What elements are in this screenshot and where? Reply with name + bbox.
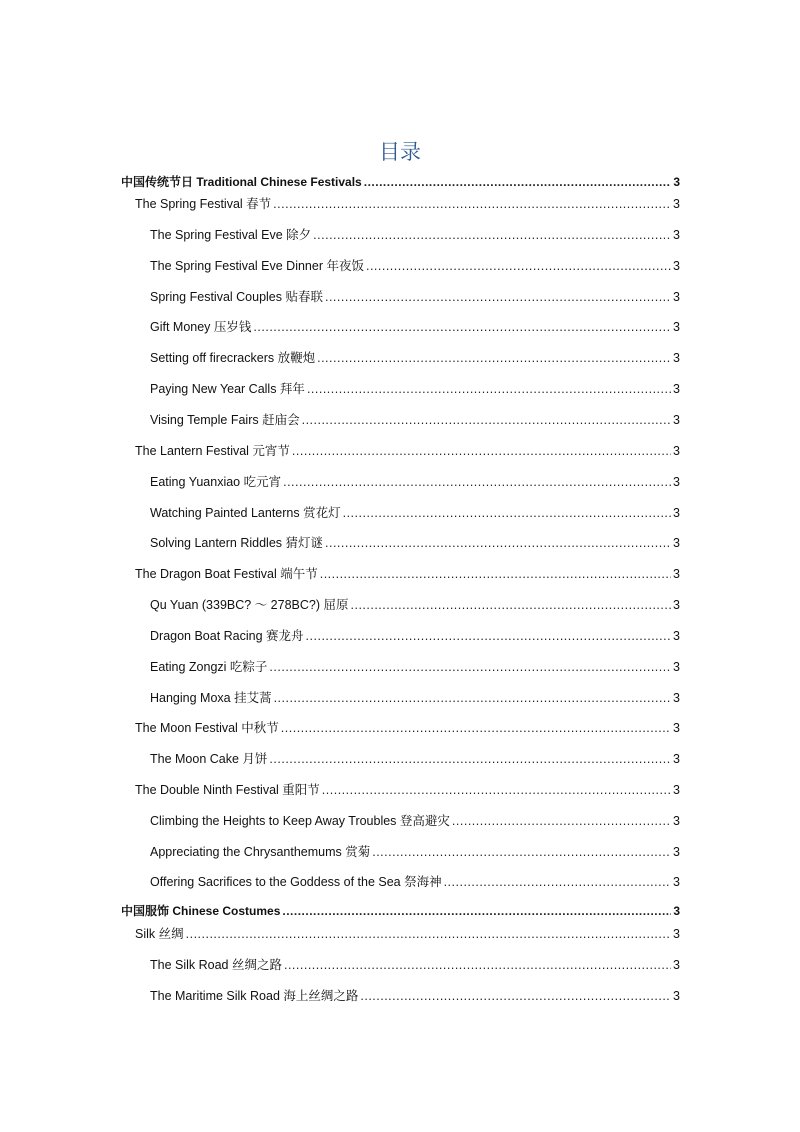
dot-leader xyxy=(186,924,671,944)
toc-entry[interactable] xyxy=(0,533,800,553)
dot-leader xyxy=(292,441,671,461)
toc-entry-page: 3 xyxy=(673,629,680,643)
toc-entry[interactable] xyxy=(0,872,800,892)
dot-leader xyxy=(343,503,671,523)
toc-entry-page: 3 xyxy=(673,783,680,797)
toc-entry-label: The Dragon Boat Festival 端午节 xyxy=(135,567,318,581)
toc-entry[interactable] xyxy=(0,172,800,192)
toc-entry[interactable] xyxy=(0,194,800,214)
toc-entry-label: Qu Yuan (339BC? ～ 278BC?) 屈原 xyxy=(150,598,349,612)
toc-entry-label: The Spring Festival Eve Dinner 年夜饭 xyxy=(150,259,364,273)
toc-entry-label: Dragon Boat Racing 赛龙舟 xyxy=(150,629,304,643)
dot-leader xyxy=(282,901,671,921)
toc-entry[interactable] xyxy=(0,688,800,708)
toc-entry-page: 3 xyxy=(673,814,680,828)
toc-entry-page: 3 xyxy=(673,444,680,458)
toc-entry-page: 3 xyxy=(673,413,680,427)
toc-entry-page: 3 xyxy=(673,691,680,705)
toc-entry[interactable] xyxy=(0,441,800,461)
toc-entry-label: The Moon Cake 月饼 xyxy=(150,752,268,766)
toc-entry-label: The Double Ninth Festival 重阳节 xyxy=(135,783,320,797)
toc-entry-label: Eating Zongzi 吃粽子 xyxy=(150,660,268,674)
toc-entry-label: Spring Festival Couples 贴春联 xyxy=(150,290,323,304)
toc-entry-page: 3 xyxy=(673,228,680,242)
toc-entry-page: 3 xyxy=(673,904,680,918)
toc-entry-page: 3 xyxy=(673,958,680,972)
dot-leader xyxy=(307,379,671,399)
toc-entry[interactable] xyxy=(0,626,800,646)
toc-entry-page: 3 xyxy=(673,506,680,520)
toc-entry-label: Gift Money 压岁钱 xyxy=(150,320,252,334)
dot-leader xyxy=(274,688,671,708)
toc-entry-label: 中国服饰 Chinese Costumes xyxy=(121,904,281,918)
dot-leader xyxy=(313,225,671,245)
toc-entry[interactable] xyxy=(0,348,800,368)
toc-entry[interactable] xyxy=(0,595,800,615)
toc-entry[interactable] xyxy=(0,225,800,245)
toc-entry[interactable] xyxy=(0,379,800,399)
toc-entry-label: Appreciating the Chrysanthemums 赏菊 xyxy=(150,845,371,859)
toc-entry-page: 3 xyxy=(673,536,680,550)
dot-leader xyxy=(283,472,671,492)
toc-entry-label: The Lantern Festival 元宵节 xyxy=(135,444,290,458)
toc-entry[interactable] xyxy=(0,657,800,677)
toc-entry-label: The Silk Road 丝绸之路 xyxy=(150,958,282,972)
toc-entry[interactable] xyxy=(0,842,800,862)
toc-entry-label: Paying New Year Calls 拜年 xyxy=(150,382,305,396)
dot-leader xyxy=(269,749,671,769)
toc-entry-page: 3 xyxy=(673,845,680,859)
dot-leader xyxy=(284,955,671,975)
toc-entry-page: 3 xyxy=(673,290,680,304)
dot-leader xyxy=(372,842,671,862)
toc-entry[interactable] xyxy=(0,749,800,769)
dot-leader xyxy=(320,564,671,584)
toc-entry[interactable] xyxy=(0,503,800,523)
toc-entry[interactable] xyxy=(0,924,800,944)
toc-entry[interactable] xyxy=(0,811,800,831)
toc-entry-label: The Spring Festival 春节 xyxy=(135,197,272,211)
toc-entry-page: 3 xyxy=(673,175,680,189)
toc-entry[interactable] xyxy=(0,410,800,430)
toc-entry-page: 3 xyxy=(673,567,680,581)
toc-entry[interactable] xyxy=(0,317,800,337)
dot-leader xyxy=(444,872,671,892)
toc-entry-label: Offering Sacrifices to the Goddess of the Sea 祭海神 xyxy=(150,875,442,889)
toc-entry-page: 3 xyxy=(673,598,680,612)
toc-entry-page: 3 xyxy=(673,875,680,889)
dot-leader xyxy=(360,986,671,1006)
dot-leader xyxy=(322,780,671,800)
toc-entry[interactable] xyxy=(0,718,800,738)
toc-entry-label: The Maritime Silk Road 海上丝绸之路 xyxy=(150,989,359,1003)
toc-title: 目录 xyxy=(379,140,421,164)
toc-entry[interactable] xyxy=(0,256,800,276)
toc-entry-page: 3 xyxy=(673,475,680,489)
toc-entry-page: 3 xyxy=(673,989,680,1003)
dot-leader xyxy=(325,533,671,553)
toc-entry-label: The Moon Festival 中秋节 xyxy=(135,721,279,735)
toc-entry-page: 3 xyxy=(673,351,680,365)
toc-entry[interactable] xyxy=(0,780,800,800)
toc-entry-page: 3 xyxy=(673,660,680,674)
toc-entry-page: 3 xyxy=(673,197,680,211)
toc-entry-label: Setting off firecrackers 放鞭炮 xyxy=(150,351,316,365)
toc-entry-label: Vising Temple Fairs 赶庙会 xyxy=(150,413,300,427)
toc-entry-label: Hanging Moxa 挂艾蒿 xyxy=(150,691,272,705)
toc-entry-page: 3 xyxy=(673,320,680,334)
dot-leader xyxy=(351,595,672,615)
dot-leader xyxy=(366,256,671,276)
dot-leader xyxy=(302,410,671,430)
toc-entry-label: The Spring Festival Eve 除夕 xyxy=(150,228,312,242)
toc-entry[interactable] xyxy=(0,955,800,975)
dot-leader xyxy=(452,811,671,831)
dot-leader xyxy=(281,718,671,738)
toc-entry-page: 3 xyxy=(673,721,680,735)
toc-entry-page: 3 xyxy=(673,927,680,941)
toc-entry-page: 3 xyxy=(673,382,680,396)
toc-entry-label: Watching Painted Lanterns 赏花灯 xyxy=(150,506,341,520)
dot-leader xyxy=(269,657,671,677)
dot-leader xyxy=(364,172,672,192)
toc-entry-label: Silk 丝绸 xyxy=(135,927,184,941)
toc-entry[interactable] xyxy=(0,986,800,1006)
toc-entry[interactable] xyxy=(0,901,800,921)
dot-leader xyxy=(253,317,671,337)
toc-entry[interactable] xyxy=(0,564,800,584)
dot-leader xyxy=(325,287,671,307)
toc-entry-page: 3 xyxy=(673,259,680,273)
toc-entry-page: 3 xyxy=(673,752,680,766)
dot-leader xyxy=(273,194,671,214)
toc-entry-label: Eating Yuanxiao 吃元宵 xyxy=(150,475,282,489)
toc-entry-label: Climbing the Heights to Keep Away Troubles 登高避灾 xyxy=(150,814,450,828)
toc-entry-label: 中国传统节日 Traditional Chinese Festivals xyxy=(121,175,362,189)
toc-entry[interactable] xyxy=(0,287,800,307)
toc-entry-label: Solving Lantern Riddles 猜灯谜 xyxy=(150,536,323,550)
toc-entry[interactable] xyxy=(0,472,800,492)
dot-leader xyxy=(317,348,671,368)
dot-leader xyxy=(306,626,672,646)
